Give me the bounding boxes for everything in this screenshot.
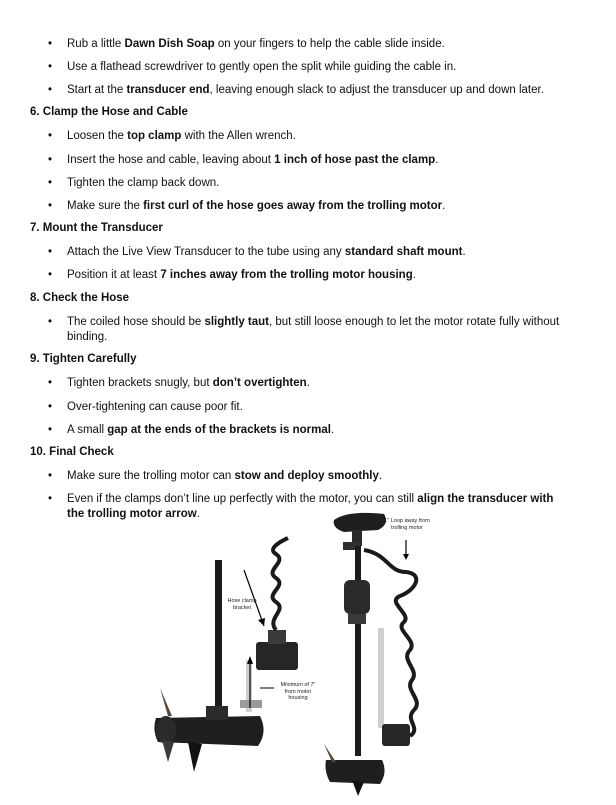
bullet-dot: • [48, 424, 53, 436]
trolling-motor-figure [148, 510, 468, 800]
loop-away-label: 1" Loop away from trolling motor [384, 518, 430, 531]
section-heading: 7. Mount the Transducer [30, 222, 163, 234]
right-trolling-motor [324, 513, 417, 796]
section-heading: 9. Tighten Carefully [30, 353, 137, 365]
bullet-text: Rub a little Dawn Dish Soap on your fingers to help the cable slide inside. [67, 38, 445, 50]
bullet-text: Start at the transducer end, leaving enough slack to adjust the transducer up and down later. [67, 84, 544, 96]
bullet-text: The coiled hose should be slightly taut, but still loose enough to let the motor rotate fully without binding. [67, 316, 560, 343]
bullet-dot: • [48, 269, 53, 281]
hose-clamp-label: Hose clamp bracket [227, 598, 257, 611]
bullet-dot: • [48, 130, 53, 142]
bullet-dot: • [48, 246, 53, 258]
bullet-dot: • [48, 154, 53, 166]
section-heading: 10. Final Check [30, 446, 114, 458]
left-trolling-motor [154, 538, 298, 772]
bullet-dot: • [48, 316, 53, 328]
bullet-text: Loosen the top clamp with the Allen wrench. [67, 130, 296, 142]
section-heading: 8. Check the Hose [30, 292, 130, 304]
minimum-distance-label: Minimum of 7" from motor housing [280, 682, 316, 701]
bullet-text: Tighten the clamp back down. [67, 177, 220, 189]
bullet-dot: • [48, 493, 53, 505]
bullet-text: A small gap at the ends of the brackets is normal. [67, 424, 335, 436]
bullet-text: Attach the Live View Transducer to the tube using any standard shaft mount. [67, 246, 466, 258]
bullet-text: Make sure the first curl of the hose goes away from the trolling motor. [67, 200, 446, 212]
bullet-dot: • [48, 470, 53, 482]
bullet-dot: • [48, 61, 53, 73]
bullet-dot: • [48, 200, 53, 212]
trolling-motor-illustration [148, 510, 468, 800]
bullet-text: Tighten brackets snugly, but don’t overtighten. [67, 377, 310, 389]
bullet-text: Use a flathead screwdriver to gently open the split while guiding the cable in. [67, 61, 457, 73]
bullet-dot: • [48, 84, 53, 96]
bullet-dot: • [48, 177, 53, 189]
bullet-text: Even if the clamps don’t line up perfectly with the motor, you can still align the transducer with the trolling motor arrow. [67, 493, 554, 520]
bullet-dot: • [48, 38, 53, 50]
section-heading: 6. Clamp the Hose and Cable [30, 106, 188, 118]
bullet-dot: • [48, 401, 53, 413]
bullet-text: Insert the hose and cable, leaving about 1 inch of hose past the clamp. [67, 154, 439, 166]
bullet-dot: • [48, 377, 53, 389]
bullet-text: Make sure the trolling motor can stow and deploy smoothly. [67, 470, 383, 482]
bullet-text: Position it at least 7 inches away from the trolling motor housing. [67, 269, 416, 281]
bullet-text: Over-tightening can cause poor fit. [67, 401, 243, 413]
